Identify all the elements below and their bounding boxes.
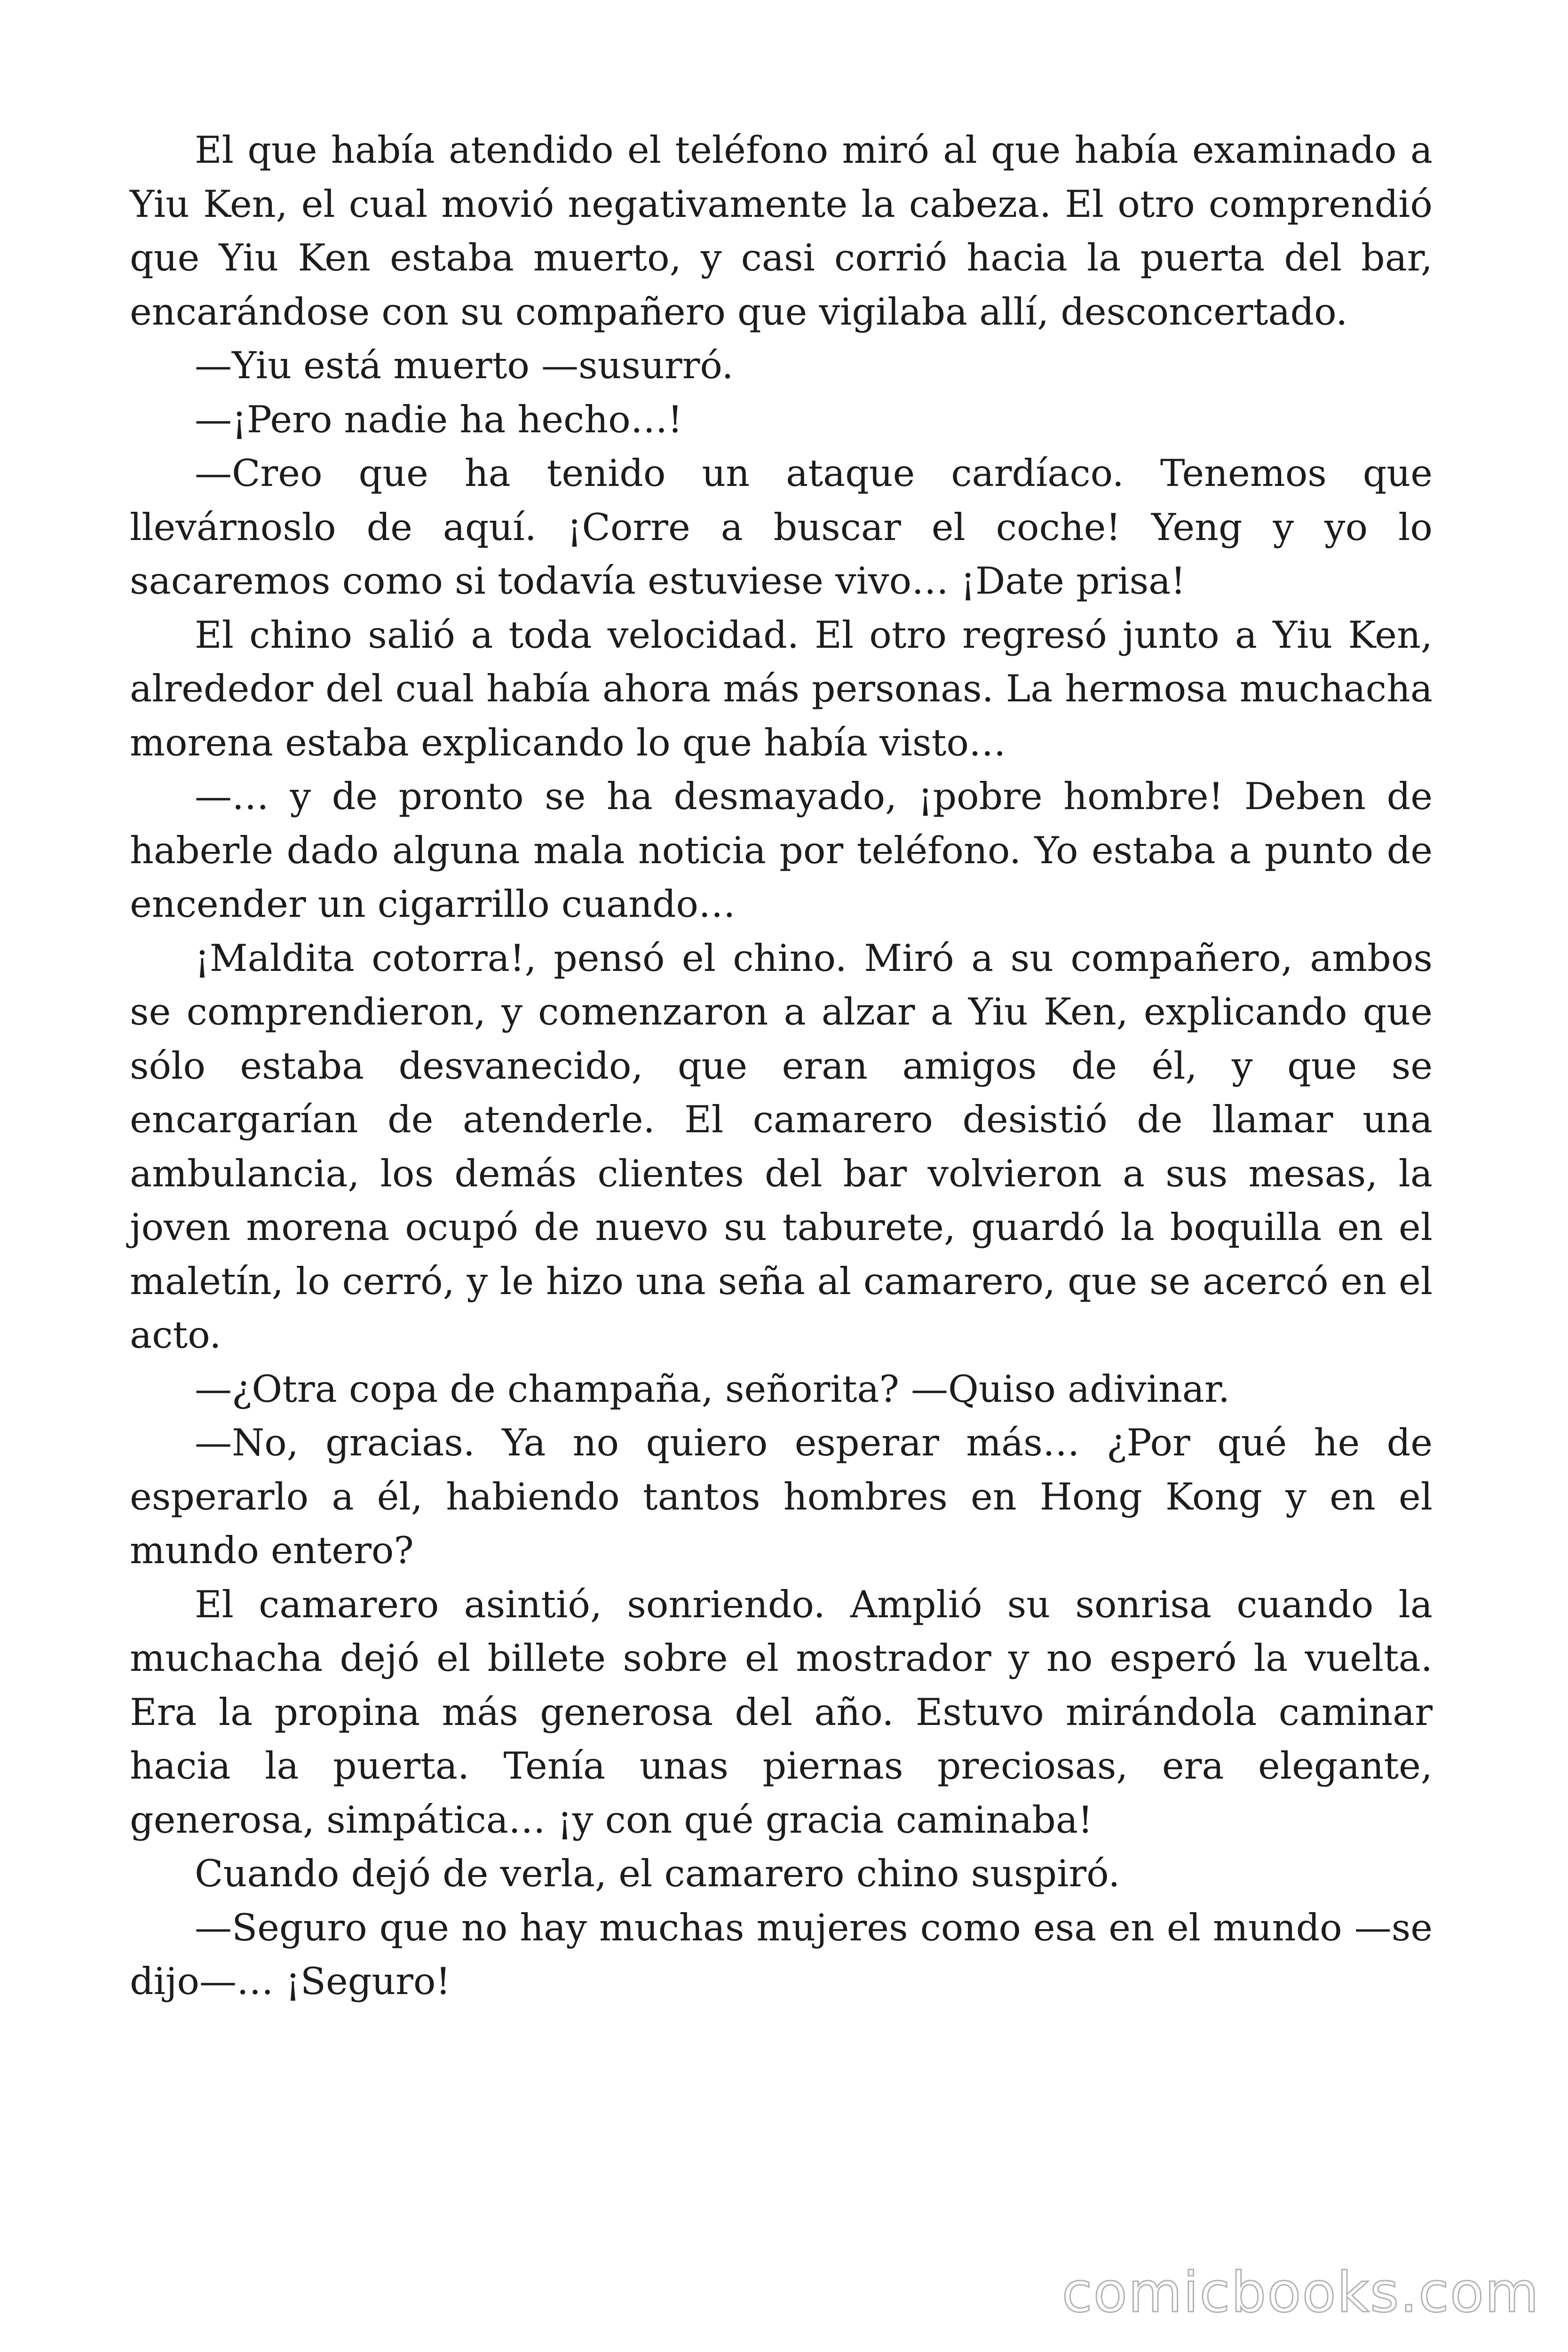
paragraph: El chino salió a toda velocidad. El otro regresó junto a Yiu Ken, alrededor del cual había ahora más personas. La hermosa muchacha morena estaba explicando lo que había visto… — [130, 613, 1433, 764]
paragraph: ¡Maldita cotorra!, pensó el chino. Miró a su compañero, ambos se comprendieron, y comenzaron a alzar a Yiu Ken, explicando que sólo estaba desvanecido, que eran amigos de él, y que se encargarían de atenderle. El camarero desistió de llamar una ambulancia, los demás clientes del bar volvieron a sus mesas, la joven morena ocupó de nuevo su taburete, guardó la boquilla en el maletín, lo cerró, y le hizo una seña al camarero, que se acercó en el acto. — [130, 936, 1433, 1357]
paragraph: —Seguro que no hay muchas mujeres como esa en el mundo —se dijo—… ¡Seguro! — [130, 1906, 1433, 2003]
paragraph: Cuando dejó de verla, el camarero chino suspiró. — [195, 1852, 1120, 1895]
paragraph: —¿Otra copa de champaña, señorita? —Quiso adivinar. — [195, 1367, 1230, 1411]
paragraph: El que había atendido el teléfono miró al que había examinado a Yiu Ken, el cual movió negativamente la cabeza. El otro comprendió que Yiu Ken estaba muerto, y casi corrió hacia la puerta del bar, encarándose con su compañero que vigilaba allí, desconcertado. — [130, 128, 1433, 334]
paragraph: El camarero asintió, sonriendo. Amplió su sonrisa cuando la muchacha dejó el billete sobre el mostrador y no esperó la vuelta. Era la propina más generosa del año. Estuvo mirándola caminar hacia la puerta. Tenía unas piernas preciosas, era elegante, generosa, simpática… ¡y con qué gracia caminaba! — [130, 1582, 1433, 1842]
paragraph: —¡Pero nadie ha hecho…! — [195, 397, 683, 441]
paragraph: —Yiu está muerto —susurró. — [195, 344, 734, 387]
body-text — [130, 123, 1433, 2009]
paragraph: —Creo que ha tenido un ataque cardíaco. Tenemos que llevárnoslo de aquí. ¡Corre a buscar el coche! Yeng y yo lo sacaremos como si todavía estuviese vivo… ¡Date prisa! — [130, 452, 1433, 603]
paragraph: —… y de pronto se ha desmayado, ¡pobre hombre! Deben de haberle dado alguna mala noticia por teléfono. Yo estaba a punto de encender un cigarrillo cuando… — [130, 775, 1433, 926]
watermark: comicbooks.com — [1061, 2260, 1540, 2325]
paragraph: —No, gracias. Ya no quiero esperar más… ¿Por qué he de esperarlo a él, habiendo tantos hombres en Hong Kong y en el mundo entero? — [130, 1421, 1433, 1572]
